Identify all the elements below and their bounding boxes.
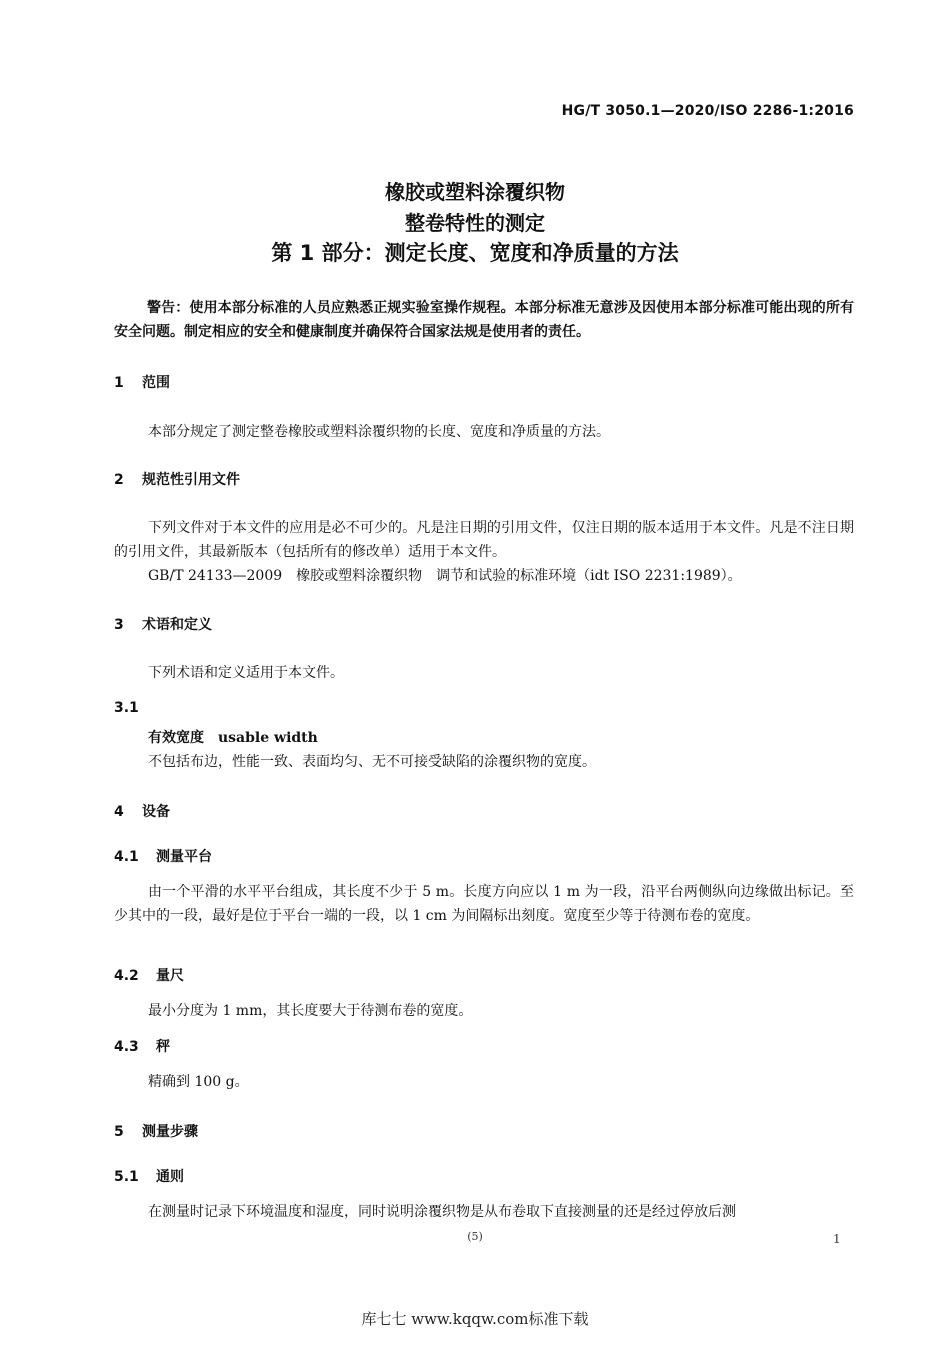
subsection-4-2-text: 最小分度为 1 mm，其长度要大于待测布卷的宽度。 [148,1003,473,1019]
subsection-4-1-heading [114,846,212,866]
subsection-4-1-text: 由一个平滑的水平平台组成，其长度不少于 5 m。长度方向应以 1 m 为一段，沿平台两侧纵向边缘做出标记。至少其中的一段，最好是位于平台一端的一段，以 1 cm 为间隔标出刻度。宽度至少等于待测布卷的宽度。 [114,884,854,924]
standard-code: HG/T 3050.1—2020/ISO 2286-1:2016 [561,103,854,119]
section-3-text: 下列术语和定义适用于本文件。 [148,665,344,681]
section-title: 设备 [142,804,170,820]
footer-watermark: 库七七 www.kqqw.com标准下载 [361,1310,589,1328]
page-number-center: (5) [467,1230,483,1243]
section-title: 术语和定义 [142,617,212,633]
subsection-4-2-heading [114,965,184,985]
subsection-title: 通则 [156,1169,184,1185]
title-line-3: 第 1 部分：测定长度、宽度和净质量的方法 [271,241,679,265]
term-english: usable width [218,730,318,746]
section-number: 2 [114,472,124,488]
section-1-heading [114,372,170,392]
section-number: 4 [114,804,124,820]
section-1-text: 本部分规定了测定整卷橡胶或塑料涂覆织物的长度、宽度和净质量的方法。 [148,424,610,440]
subsection-title: 测量平台 [156,849,212,865]
subsection-number: 4.1 [114,849,139,865]
subsection-4-3-heading [114,1036,170,1056]
section-5-heading [114,1121,198,1141]
section-title: 范围 [142,375,170,391]
section-2-reference: GB/T 24133—2009 橡胶或塑料涂覆织物 调节和试验的标准环境（idt ISO 2231:1989）。 [148,568,742,584]
subsection-5-1-heading [114,1166,184,1186]
term-definition: 不包括布边，性能一致、表面均匀、无不可接受缺陷的涂覆织物的宽度。 [148,754,596,770]
section-number: 3 [114,617,124,633]
section-title: 规范性引用文件 [142,472,240,488]
subsection-5-1-text: 在测量时记录下环境温度和湿度，同时说明涂覆织物是从布卷取下直接测量的还是经过停放后测 [148,1204,736,1220]
warning-paragraph: 警告：使用本部分标准的人员应熟悉正规实验室操作规程。本部分标准无意涉及因使用本部分标准可能出现的所有安全问题。制定相应的安全和健康制度并确保符合国家法规是使用者的责任。 [114,300,854,340]
page-number-right: 1 [833,1232,841,1246]
title-line-1: 橡胶或塑料涂覆织物 [385,180,565,204]
subsection-title: 量尺 [156,968,184,984]
subsection-number: 4.3 [114,1039,139,1055]
section-number: 5 [114,1124,124,1140]
term-line [148,727,318,747]
term-chinese: 有效宽度 [148,730,204,746]
subsection-4-3-text: 精确到 100 g。 [148,1074,249,1090]
section-3-heading [114,614,212,634]
subsection-title: 秤 [156,1039,170,1055]
section-title: 测量步骤 [142,1124,198,1140]
section-number: 1 [114,375,124,391]
subsection-3-1-number: 3.1 [114,700,139,716]
subsection-number: 5.1 [114,1169,139,1185]
subsection-number: 4.2 [114,968,139,984]
title-line-2: 整卷特性的测定 [405,211,545,235]
section-2-heading [114,469,240,489]
section-2-text: 下列文件对于本文件的应用是必不可少的。凡是注日期的引用文件，仅注日期的版本适用于本文件。凡是不注日期的引用文件，其最新版本（包括所有的修改单）适用于本文件。 [114,520,854,560]
section-4-heading [114,801,170,821]
